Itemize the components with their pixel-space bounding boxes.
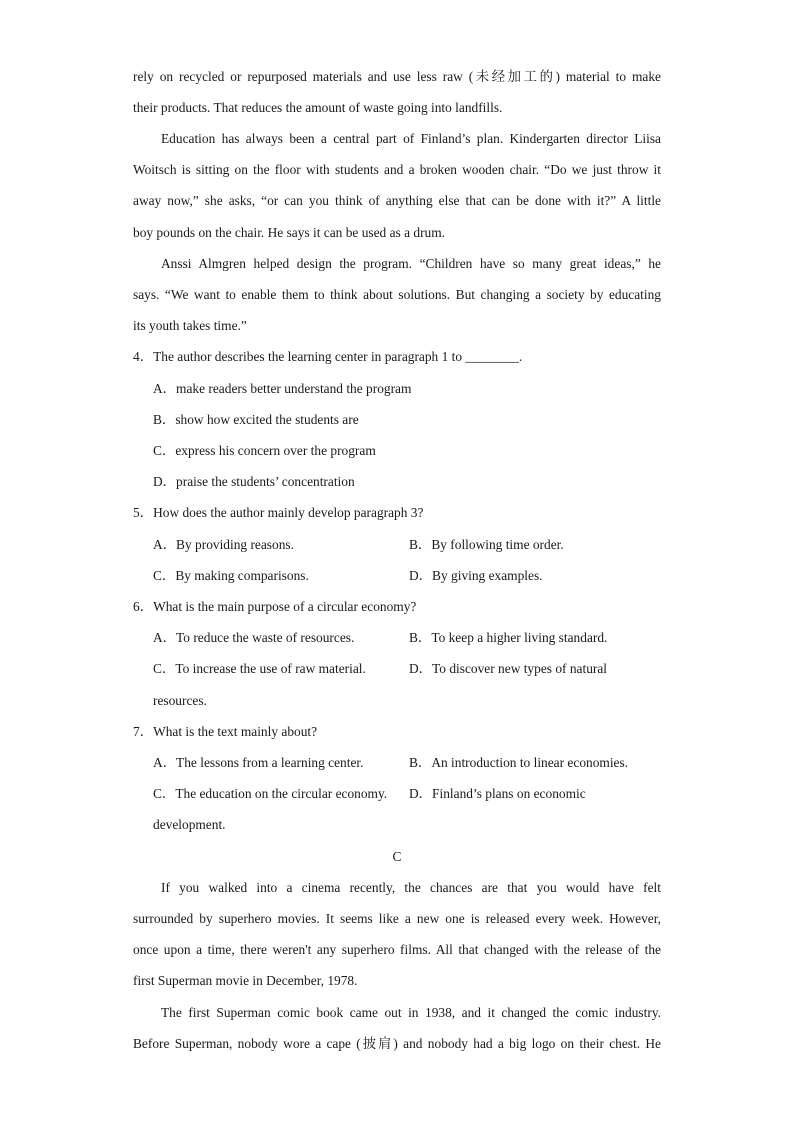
question-4-option-c: C．express his concern over the program xyxy=(153,443,376,458)
passage-b-p2-line4: boy pounds on the chair. He says it can be used as a drum. xyxy=(133,225,446,240)
question-7-stem: 7．What is the text mainly about? xyxy=(133,724,318,739)
question-4-option-a: A．make readers better understand the program xyxy=(153,381,412,396)
question-5-option-c: C．By making comparisons. xyxy=(153,568,309,583)
question-7-option-a: A．The lessons from a learning center. xyxy=(153,755,364,770)
passage-b-p3-line3: its youth takes time.” xyxy=(133,318,247,333)
question-5-stem: 5．How does the author mainly develop paragraph 3? xyxy=(133,505,424,520)
question-5-option-a: A．By providing reasons. xyxy=(153,537,294,552)
passage-c-p1-line2: surrounded by superhero movies. It seems like a new one is released every week. However, xyxy=(133,911,661,926)
question-5-option-b: B．By following time order. xyxy=(409,537,564,552)
question-7-option-b: B．An introduction to linear economies. xyxy=(409,755,629,770)
passage-c-p1-line1: If you walked into a cinema recently, the chances are that you would have felt xyxy=(161,880,661,895)
question-4-stem: 4．The author describes the learning center in paragraph 1 to ________. xyxy=(133,349,523,364)
question-4-option-d: D．praise the students’ concentration xyxy=(153,474,355,489)
question-7-option-c: C．The education on the circular economy. xyxy=(153,786,388,801)
passage-b-p3-line1: Anssi Almgren helped design the program. “Children have so many great ideas,” he xyxy=(161,256,661,271)
question-6-option-b: B．To keep a higher living standard. xyxy=(409,630,608,645)
question-6-option-a: A．To reduce the waste of resources. xyxy=(153,630,355,645)
question-6-stem: 6．What is the main purpose of a circular economy? xyxy=(133,599,417,614)
passage-c-p2-line2: Before Superman, nobody wore a cape (披肩) and nobody had a big logo on their chest. He xyxy=(133,1036,661,1051)
passage-b-p2-line2: Woitsch is sitting on the floor with students and a broken wooden chair. “Do we just throw it xyxy=(133,162,661,177)
passage-b-p2-line3: away now,” she asks, “or can you think of anything else that can be done with it?” A little xyxy=(133,193,661,208)
passage-c-p1-line4: first Superman movie in December, 1978. xyxy=(133,973,358,988)
passage-c-heading: C xyxy=(392,849,402,864)
question-5-option-d: D．By giving examples. xyxy=(409,568,543,583)
question-6-option-d: D．To discover new types of natural xyxy=(409,661,608,676)
passage-b-p2-line1: Education has always been a central part of Finland’s plan. Kindergarten director Liisa xyxy=(161,131,661,146)
question-6-option-d-continued: resources. xyxy=(153,693,207,708)
question-4-option-b: B．show how excited the students are xyxy=(153,412,359,427)
passage-b-p1-line2: their products. That reduces the amount of waste going into landfills. xyxy=(133,100,503,115)
question-7-option-d-continued: development. xyxy=(153,817,226,832)
question-7-option-d: D．Finland’s plans on economic xyxy=(409,786,586,801)
passage-c-p2-line1: The first Superman comic book came out in 1938, and it changed the comic industry. xyxy=(161,1005,661,1020)
passage-c-p1-line3: once upon a time, there weren't any superhero films. All that changed with the release of the xyxy=(133,942,661,957)
question-6-option-c: C．To increase the use of raw material. xyxy=(153,661,366,676)
passage-b-p3-line2: says. “We want to enable them to think about solutions. But changing a society by educating xyxy=(133,287,661,302)
passage-b-p1-line1: rely on recycled or repurposed materials and use less raw (未经加工的) material to make xyxy=(133,69,661,84)
